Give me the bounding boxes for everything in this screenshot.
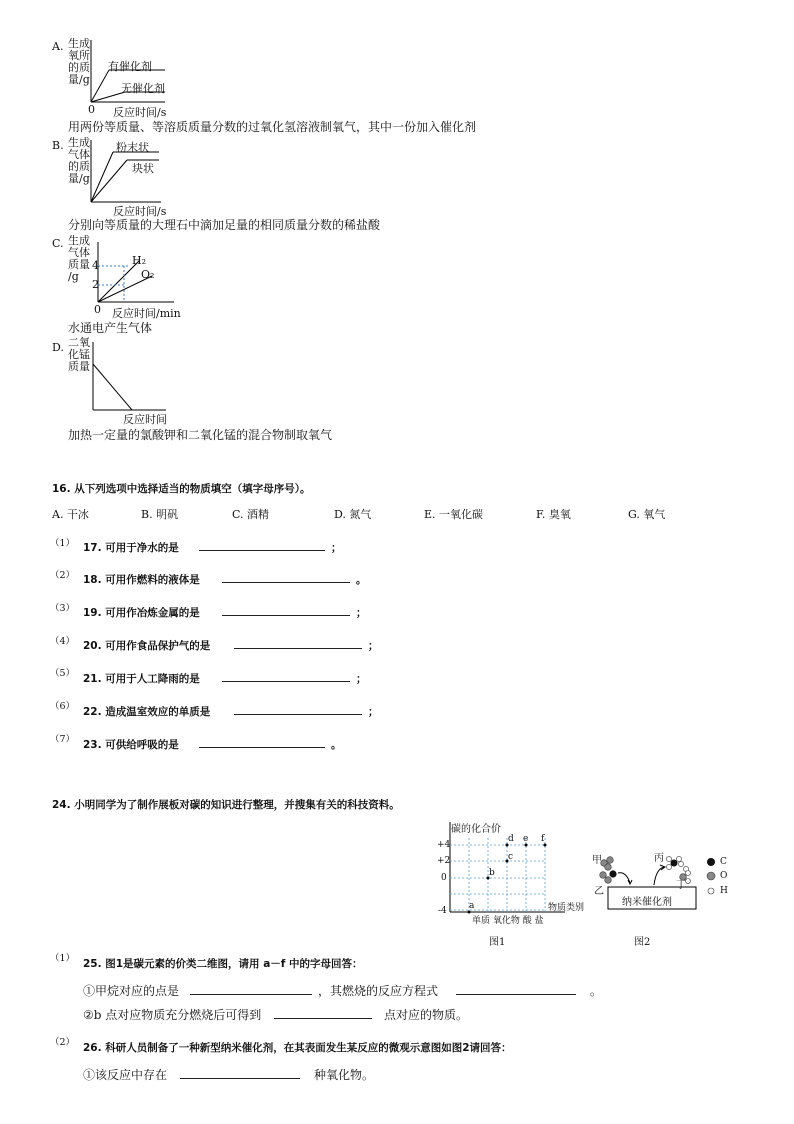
line-text: ①甲烷对应的点是: [83, 984, 180, 998]
curve-label-powder: 粉末状: [116, 141, 149, 154]
tick-minus4: -4: [438, 906, 447, 916]
curve-label-catalyst: 有催化剂: [108, 60, 152, 73]
sub-text: 19. 可用作冶炼金属的是: [83, 607, 200, 619]
answer-blank-25-equation[interactable]: [456, 982, 576, 995]
sub-text: 20. 可用作食品保护气的是: [83, 640, 211, 652]
answer-blank-22[interactable]: [234, 702, 362, 715]
option-description: 分别向等质量的大理石中滴加足量的相同质量分数的稀盐酸: [68, 218, 381, 232]
sub-index: （1）: [50, 538, 76, 549]
y-axis-label: 生成 气体 的质 量/g: [68, 136, 90, 185]
fig1-categories: 单质 氧化物 酸 盐: [472, 916, 544, 926]
catalyst-box-label: 纳米催化剂: [622, 897, 672, 908]
tick-plus4: +4: [437, 840, 451, 850]
sub-text: 21. 可用于人工降雨的是: [83, 673, 200, 685]
choice-b: B. 明矾: [141, 508, 179, 521]
sub-index: （1）: [50, 953, 76, 964]
point-f: f: [541, 834, 545, 844]
fig1-y-label: 碳的化合价: [451, 824, 501, 835]
answer-blank-21[interactable]: [222, 669, 350, 682]
point-c: c: [508, 852, 514, 862]
sub-end: 。: [331, 739, 342, 751]
origin-label: 0: [94, 303, 101, 316]
sub-index: （6）: [50, 701, 76, 712]
line-text: ②b 点对应物质充分燃烧后可得到: [83, 1008, 262, 1022]
sub-text: 17. 可用于净水的是: [83, 542, 179, 554]
label-ding: 丁: [676, 880, 686, 891]
sub-text: 18. 可用作燃料的液体是: [83, 574, 200, 586]
answer-blank-25-point[interactable]: [190, 982, 312, 995]
option-description: 水通电产生气体: [68, 321, 153, 335]
x-axis-label: 反应时间/s: [113, 205, 167, 218]
line-text: 点对应的物质。: [384, 1008, 469, 1022]
point-d: d: [508, 834, 514, 844]
line-text: ①该反应中存在: [83, 1068, 168, 1082]
sub-text: 26. 科研人员制备了一种新型纳米催化剂，在其表面发生某反应的微观示意图如图2请回答：: [83, 1042, 512, 1054]
point-a: a: [469, 901, 475, 911]
sub-index: （4）: [50, 636, 76, 647]
y-axis-label: 生成 气体 质量 /g: [68, 234, 90, 283]
choice-e: E. 一氧化碳: [424, 508, 484, 521]
x-axis-label: 反应时间: [123, 413, 167, 426]
tick-2: 2: [92, 278, 99, 291]
sub-end: ；: [356, 673, 367, 685]
origin-label: 0: [88, 103, 95, 116]
sub-end: ；: [331, 542, 342, 554]
choice-f: F. 臭氧: [536, 508, 571, 521]
legend-h: H: [720, 886, 728, 896]
answer-blank-26[interactable]: [180, 1066, 300, 1079]
choice-a: A. 干冰: [52, 508, 89, 521]
option-letter: B.: [52, 139, 64, 152]
fig1-caption: 图1: [489, 937, 506, 948]
q24-title: 24. 小明同学为了制作展板对碳的知识进行整理，并搜集有关的科技资料。: [52, 799, 400, 811]
fig1-x-label: 物质类别: [548, 903, 585, 913]
line-text: 种氧化物。: [314, 1068, 375, 1082]
choice-c: C. 酒精: [232, 508, 270, 521]
option-description: 加热一定量的氯酸钾和二氧化锰的混合物制取氧气: [68, 428, 333, 442]
legend-c: C: [720, 857, 727, 867]
sub-index: （2）: [50, 570, 76, 581]
answer-blank-18[interactable]: [222, 570, 350, 583]
sub-text: 23. 可供给呼吸的是: [83, 739, 179, 751]
y-axis-label: 生成 氧所 的质 量/g: [68, 37, 90, 86]
graph-d: [88, 340, 168, 415]
sub-end: ；: [368, 640, 379, 652]
graph-c: [88, 240, 178, 310]
answer-blank-23[interactable]: [199, 735, 325, 748]
curve-label-no-catalyst: 无催化剂: [121, 82, 165, 95]
line-text: ，其燃烧的反应方程式: [318, 984, 439, 998]
answer-blank-25-product[interactable]: [274, 1006, 372, 1019]
label-h2: H₂: [132, 254, 147, 267]
point-e: e: [523, 834, 529, 844]
sub-index: （7）: [50, 734, 76, 745]
curve-label-lump: 块状: [132, 162, 154, 175]
choice-d: D. 氮气: [334, 508, 372, 521]
answer-blank-20[interactable]: [234, 636, 362, 649]
sub-index: （5）: [50, 668, 76, 679]
sub-end: ；: [368, 706, 379, 718]
option-description: 用两份等质量、等溶质质量分数的过氧化氢溶液制氧气，其中一份加入催化剂: [68, 120, 477, 134]
sub-text: 25. 图1是碳元素的价类二维图，请用 a－f 中的字母回答：: [83, 958, 363, 970]
label-o2: O₂: [141, 268, 155, 281]
q16-title: 16. 从下列选项中选择适当的物质填空（填字母序号）。: [52, 483, 311, 495]
tick-4: 4: [92, 259, 99, 272]
sub-index: （2）: [50, 1037, 76, 1048]
line-text: 。: [590, 984, 603, 998]
sub-text: 22. 造成温室效应的单质是: [83, 706, 211, 718]
legend-o: O: [720, 871, 728, 881]
y-axis-label: 二氧 化锰 质量: [68, 336, 90, 373]
choice-g: G. 氧气: [628, 508, 666, 521]
sub-end: 。: [356, 574, 367, 586]
answer-blank-19[interactable]: [222, 603, 350, 616]
option-letter: C.: [52, 237, 64, 250]
tick-0: 0: [441, 873, 447, 883]
label-yi: 乙: [594, 886, 604, 897]
tick-plus2: +2: [437, 856, 451, 866]
label-jia: 甲: [592, 855, 602, 866]
option-letter: A.: [52, 40, 64, 53]
x-axis-label: 反应时间/s: [113, 106, 167, 119]
label-bing: 丙: [654, 853, 664, 864]
sub-index: （3）: [50, 603, 76, 614]
sub-end: ；: [356, 607, 367, 619]
answer-blank-17[interactable]: [199, 538, 325, 551]
point-b: b: [489, 868, 495, 878]
fig2-caption: 图2: [634, 937, 651, 948]
x-axis-label: 反应时间/min: [112, 307, 181, 320]
option-letter: D.: [52, 341, 64, 354]
